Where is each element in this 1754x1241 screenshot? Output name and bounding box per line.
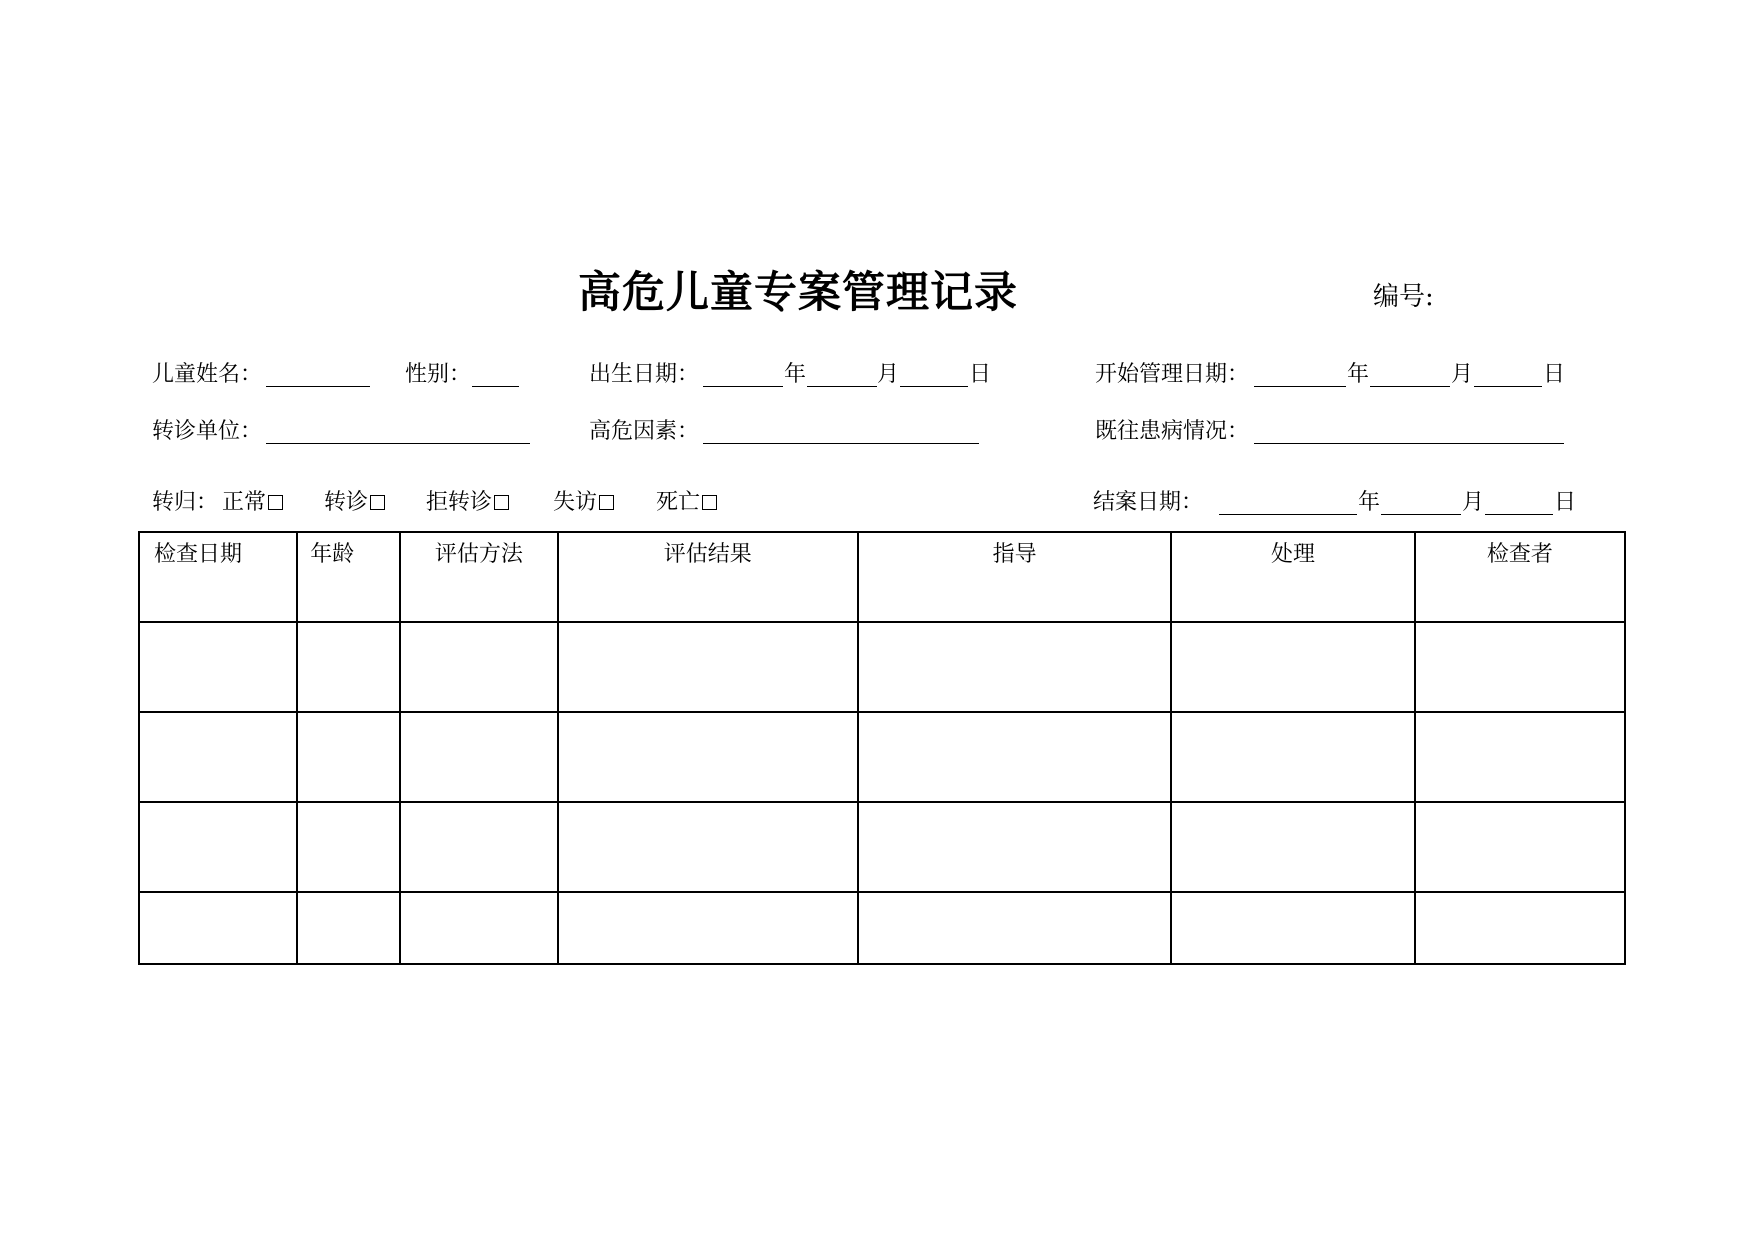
checkbox-icon[interactable] (599, 495, 614, 510)
birth-month-field[interactable] (807, 386, 877, 387)
checkbox-icon[interactable] (268, 495, 283, 510)
history-label: 既往患病情况： (1095, 419, 1250, 444)
table-cell[interactable] (400, 892, 557, 964)
referral-unit-label: 转诊单位： (152, 419, 263, 444)
table-row (139, 712, 1625, 802)
column-header-guidance: 指导 (858, 532, 1171, 622)
table-cell[interactable] (1171, 802, 1414, 892)
table-cell[interactable] (139, 892, 297, 964)
history-field[interactable] (1254, 443, 1564, 444)
gender-label: 性别： (405, 362, 472, 387)
closing-date-label: 结案日期： (1093, 490, 1204, 515)
table-cell[interactable] (558, 802, 858, 892)
risk-factor-label: 高危因素： (589, 419, 700, 444)
outcome-option-refused-referral[interactable]: 拒转诊 (426, 490, 509, 516)
table-cell[interactable] (1415, 712, 1625, 802)
table-cell[interactable] (297, 892, 400, 964)
birth-date-label: 出生日期： (589, 362, 700, 387)
start-year-field[interactable] (1254, 386, 1346, 387)
start-month-unit: 月 (1451, 362, 1474, 387)
table-cell[interactable] (858, 712, 1171, 802)
table-cell[interactable] (139, 712, 297, 802)
table-cell[interactable] (297, 802, 400, 892)
closing-month-field[interactable] (1381, 514, 1461, 515)
table-cell[interactable] (1415, 802, 1625, 892)
column-header-assessment-result: 评估结果 (558, 532, 858, 622)
table-row (139, 892, 1625, 964)
table-cell[interactable] (1171, 712, 1414, 802)
checkbox-icon[interactable] (702, 495, 717, 510)
table-cell[interactable] (558, 892, 858, 964)
outcome-option-referral[interactable]: 转诊 (324, 490, 385, 516)
column-header-examiner: 检查者 (1415, 532, 1625, 622)
table-cell[interactable] (858, 622, 1171, 712)
table-cell[interactable] (297, 712, 400, 802)
closing-day-field[interactable] (1485, 514, 1553, 515)
birth-day-unit: 日 (969, 362, 992, 387)
table-cell[interactable] (558, 712, 858, 802)
table-cell[interactable] (400, 622, 557, 712)
record-table (138, 531, 1626, 965)
column-header-assessment-method: 评估方法 (400, 532, 557, 622)
start-month-field[interactable] (1370, 386, 1450, 387)
table-cell[interactable] (858, 892, 1171, 964)
column-header-check-date: 检查日期 (139, 532, 297, 622)
table-cell[interactable] (1415, 622, 1625, 712)
table-cell[interactable] (558, 622, 858, 712)
table-cell[interactable] (400, 712, 557, 802)
start-day-unit: 日 (1543, 362, 1566, 387)
birth-month-unit: 月 (877, 362, 900, 387)
column-header-age: 年龄 (297, 532, 400, 622)
closing-year-field[interactable] (1219, 514, 1357, 515)
start-year-unit: 年 (1347, 362, 1370, 387)
record-number-label: 编号: (1373, 282, 1434, 312)
table-cell[interactable] (858, 802, 1171, 892)
table-cell[interactable] (1415, 892, 1625, 964)
gender-field[interactable] (472, 386, 519, 387)
table-cell[interactable] (139, 802, 297, 892)
table-cell[interactable] (1171, 892, 1414, 964)
start-day-field[interactable] (1474, 386, 1542, 387)
outcome-option-normal[interactable]: 正常 (222, 490, 283, 516)
table-cell[interactable] (1171, 622, 1414, 712)
page-title: 高危儿童专案管理记录 (578, 268, 1018, 318)
birth-year-field[interactable] (703, 386, 783, 387)
start-date-label: 开始管理日期： (1095, 362, 1250, 387)
checkbox-icon[interactable] (370, 495, 385, 510)
table-cell[interactable] (400, 802, 557, 892)
outcome-label: 转归： (152, 490, 219, 515)
table-cell[interactable] (297, 622, 400, 712)
outcome-option-lost-followup[interactable]: 失访 (553, 490, 614, 516)
outcome-option-death[interactable]: 死亡 (656, 490, 717, 516)
birth-day-field[interactable] (900, 386, 968, 387)
table-header-row (139, 532, 1625, 622)
birth-year-unit: 年 (784, 362, 807, 387)
closing-day-unit: 日 (1554, 490, 1577, 515)
checkbox-icon[interactable] (494, 495, 509, 510)
table-cell[interactable] (139, 622, 297, 712)
child-name-field[interactable] (266, 386, 370, 387)
closing-month-unit: 月 (1462, 490, 1485, 515)
referral-unit-field[interactable] (266, 443, 530, 444)
table-row (139, 802, 1625, 892)
closing-year-unit: 年 (1358, 490, 1381, 515)
table-row (139, 622, 1625, 712)
column-header-treatment: 处理 (1171, 532, 1414, 622)
risk-factor-field[interactable] (703, 443, 979, 444)
child-name-label: 儿童姓名： (152, 362, 263, 387)
